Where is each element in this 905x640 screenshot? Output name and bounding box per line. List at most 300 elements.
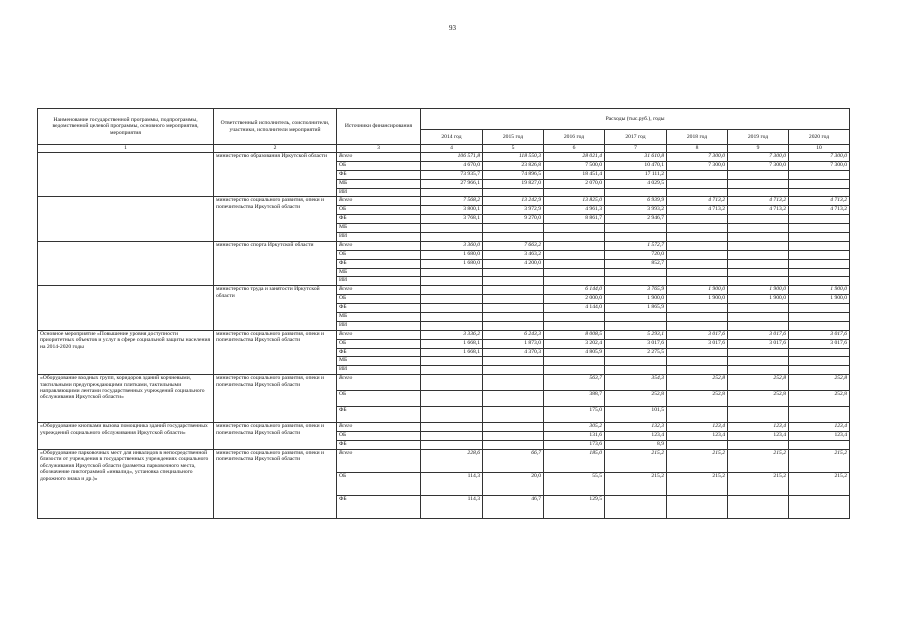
amount-cell: [544, 250, 605, 259]
amount-cell: 215,2: [667, 472, 728, 495]
amount-cell: [728, 304, 789, 313]
amount-cell: [421, 321, 483, 330]
amount-cell: [483, 277, 544, 286]
column-number: 2: [214, 145, 337, 153]
amount-cell: 1 900,0: [667, 286, 728, 295]
amount-cell: 252,8: [728, 375, 789, 391]
amount-cell: [421, 277, 483, 286]
amount-cell: 3 463,2: [483, 250, 544, 259]
responsible-cell: министерство социального развития, опеки и попечительства Иркутской области: [214, 449, 337, 518]
amount-cell: [544, 268, 605, 277]
responsible-cell: министерство социального развития, опеки и попечительства Иркутской области: [214, 197, 337, 241]
amount-cell: 3 017,6: [667, 339, 728, 348]
program-name-cell: [38, 286, 214, 330]
amount-cell: [483, 268, 544, 277]
amount-cell: [667, 313, 728, 322]
funding-source-cell: ФБ: [337, 441, 421, 450]
amount-cell: 17 111,2: [605, 170, 667, 179]
funding-source-cell: МБ: [337, 224, 421, 233]
funding-source-cell: ФБ: [337, 259, 421, 268]
amount-cell: [789, 233, 850, 242]
funding-source-cell: Всего: [337, 449, 421, 472]
amount-cell: 4 713,2: [667, 197, 728, 206]
amount-cell: [605, 277, 667, 286]
amount-cell: [728, 348, 789, 357]
amount-cell: [421, 286, 483, 295]
column-number: 1: [38, 145, 214, 153]
table-row: [38, 197, 850, 206]
amount-cell: [483, 321, 544, 330]
amount-cell: [421, 423, 483, 432]
table-row: [38, 153, 850, 162]
program-name-cell: «Оборудование входных групп, коридоров зданий корчневыми, тактильными предупреждающими плитками, тактильными направляющими лентами государственных учреждений социального обслуживания Иркутской области»: [38, 375, 214, 423]
funding-source-cell: ОБ: [337, 432, 421, 441]
funding-source-cell: ФБ: [337, 170, 421, 179]
amount-cell: 3 336,2: [421, 330, 483, 339]
amount-cell: 3 017,6: [667, 330, 728, 339]
amount-cell: [789, 224, 850, 233]
amount-cell: [789, 366, 850, 375]
amount-cell: 3 202,4: [544, 339, 605, 348]
amount-cell: [544, 188, 605, 197]
amount-cell: 852,7: [605, 259, 667, 268]
amount-cell: [483, 233, 544, 242]
amount-cell: 114,3: [421, 495, 483, 518]
funding-source-cell: Всего: [337, 423, 421, 432]
responsible-cell: министерство социального развития, опеки и попечительства Иркутской области: [214, 375, 337, 423]
amount-cell: 66,7: [483, 449, 544, 472]
header-year: 2020 год: [789, 130, 850, 145]
funding-source-cell: ИИ: [337, 321, 421, 330]
amount-cell: [483, 441, 544, 450]
funding-source-cell: Всего: [337, 241, 421, 250]
amount-cell: 215,2: [605, 449, 667, 472]
column-number: 9: [728, 145, 789, 153]
amount-cell: [789, 495, 850, 518]
amount-cell: [667, 357, 728, 366]
amount-cell: [728, 495, 789, 518]
amount-cell: [789, 268, 850, 277]
amount-cell: [544, 321, 605, 330]
amount-cell: [728, 259, 789, 268]
amount-cell: [544, 357, 605, 366]
amount-cell: 123,4: [667, 432, 728, 441]
amount-cell: 13 825,0: [544, 197, 605, 206]
amount-cell: [789, 321, 850, 330]
amount-cell: 173,6: [544, 441, 605, 450]
amount-cell: [421, 441, 483, 450]
funding-source-cell: Всего: [337, 375, 421, 391]
amount-cell: 1 900,0: [605, 295, 667, 304]
amount-cell: 185,0: [544, 449, 605, 472]
header-responsible: Ответственный исполнитель, соисполнители, участники, исполнители мероприятий: [214, 109, 337, 145]
amount-cell: 123,4: [667, 423, 728, 432]
amount-cell: [421, 268, 483, 277]
amount-cell: [667, 321, 728, 330]
amount-cell: [667, 259, 728, 268]
funding-source-cell: ОБ: [337, 295, 421, 304]
column-number: 5: [483, 145, 544, 153]
amount-cell: [789, 313, 850, 322]
amount-cell: [728, 441, 789, 450]
amount-cell: 6 939,9: [605, 197, 667, 206]
amount-cell: [421, 375, 483, 391]
amount-cell: [789, 348, 850, 357]
amount-cell: [605, 321, 667, 330]
amount-cell: 46,7: [483, 495, 544, 518]
amount-cell: 23 826,8: [483, 161, 544, 170]
funding-source-cell: ОБ: [337, 391, 421, 407]
amount-cell: [483, 286, 544, 295]
header-year: 2014 год: [421, 130, 483, 145]
table-body: [38, 153, 850, 519]
responsible-cell: министерство спорта Иркутской области: [214, 241, 337, 285]
funding-source-cell: ОБ: [337, 206, 421, 215]
table-row: [38, 375, 850, 391]
amount-cell: [483, 304, 544, 313]
amount-cell: 1 668,1: [421, 348, 483, 357]
amount-cell: 123,4: [728, 432, 789, 441]
funding-source-cell: ОБ: [337, 250, 421, 259]
amount-cell: [544, 313, 605, 322]
amount-cell: [789, 441, 850, 450]
amount-cell: 4 713,2: [789, 197, 850, 206]
amount-cell: 3 017,6: [789, 330, 850, 339]
amount-cell: 4 713,2: [728, 206, 789, 215]
amount-cell: [789, 188, 850, 197]
header-year: 2016 год: [544, 130, 605, 145]
amount-cell: [421, 233, 483, 242]
amount-cell: [728, 268, 789, 277]
column-number: 4: [421, 145, 483, 153]
amount-cell: 2 070,0: [544, 179, 605, 188]
amount-cell: [544, 259, 605, 268]
amount-cell: [421, 188, 483, 197]
responsible-cell: министерство труда и занятости Иркутской области: [214, 286, 337, 330]
amount-cell: 106 571,8: [421, 153, 483, 162]
funding-source-cell: ОБ: [337, 161, 421, 170]
amount-cell: [667, 224, 728, 233]
funding-source-cell: Всего: [337, 153, 421, 162]
responsible-cell: министерство образования Иркутской области: [214, 153, 337, 197]
amount-cell: 4 805,9: [544, 348, 605, 357]
header-year: 2017 год: [605, 130, 667, 145]
funding-source-cell: ИИ: [337, 188, 421, 197]
amount-cell: 3 993,2: [605, 206, 667, 215]
amount-cell: [605, 188, 667, 197]
amount-cell: [483, 432, 544, 441]
amount-cell: 74 896,5: [483, 170, 544, 179]
amount-cell: 3 765,9: [605, 286, 667, 295]
table-row: [38, 449, 850, 472]
amount-cell: 3 768,1: [421, 215, 483, 224]
amount-cell: 215,2: [605, 472, 667, 495]
header-expenses: Расходы (тыс.руб.), годы: [421, 109, 850, 130]
amount-cell: [789, 241, 850, 250]
amount-cell: [421, 366, 483, 375]
amount-cell: [789, 277, 850, 286]
amount-cell: 3 017,6: [605, 339, 667, 348]
amount-cell: [544, 224, 605, 233]
amount-cell: 31 610,8: [605, 153, 667, 162]
amount-cell: [421, 407, 483, 423]
amount-cell: 252,8: [728, 391, 789, 407]
amount-cell: [483, 357, 544, 366]
amount-cell: [728, 233, 789, 242]
amount-cell: [728, 250, 789, 259]
funding-source-cell: ОБ: [337, 472, 421, 495]
amount-cell: 3 017,6: [789, 339, 850, 348]
amount-cell: [667, 277, 728, 286]
amount-cell: 73 935,7: [421, 170, 483, 179]
amount-cell: [421, 313, 483, 322]
amount-cell: 563,7: [544, 375, 605, 391]
funding-source-cell: МБ: [337, 268, 421, 277]
amount-cell: 388,7: [544, 391, 605, 407]
amount-cell: [421, 357, 483, 366]
amount-cell: 1 900,0: [728, 286, 789, 295]
amount-cell: 3 017,6: [728, 330, 789, 339]
amount-cell: [421, 391, 483, 407]
amount-cell: 55,5: [544, 472, 605, 495]
amount-cell: [483, 188, 544, 197]
amount-cell: 131,6: [544, 432, 605, 441]
amount-cell: [421, 224, 483, 233]
amount-cell: 5 293,1: [605, 330, 667, 339]
amount-cell: 215,2: [789, 472, 850, 495]
responsible-cell: министерство социального развития, опеки и попечительства Иркутской области: [214, 330, 337, 374]
amount-cell: 4 370,3: [483, 348, 544, 357]
amount-cell: [421, 295, 483, 304]
amount-cell: 123,4: [728, 423, 789, 432]
amount-cell: 101,5: [605, 407, 667, 423]
funding-source-cell: ОБ: [337, 339, 421, 348]
amount-cell: 4 200,0: [483, 259, 544, 268]
program-name-cell: «Оборудование парковочных мест для инвалидов в непосредственной близости от учреждения в государственных учреждениях социального обслуживания Иркутской области (разметка парковочного места, обозначение пиктограммой «инвалид», установка специального дорожного знака и др.)»: [38, 449, 214, 518]
amount-cell: 1 900,0: [789, 295, 850, 304]
header-year: 2015 год: [483, 130, 544, 145]
amount-cell: 7 568,2: [421, 197, 483, 206]
amount-cell: [483, 375, 544, 391]
amount-cell: 129,5: [544, 495, 605, 518]
amount-cell: [483, 366, 544, 375]
amount-cell: 1 572,7: [605, 241, 667, 250]
amount-cell: 1 680,0: [421, 259, 483, 268]
program-name-cell: [38, 197, 214, 241]
amount-cell: 228,6: [421, 449, 483, 472]
amount-cell: 10 470,1: [605, 161, 667, 170]
funding-source-cell: ФБ: [337, 407, 421, 423]
amount-cell: [728, 313, 789, 322]
amount-cell: [667, 188, 728, 197]
funding-source-cell: ФБ: [337, 348, 421, 357]
amount-cell: 7 300,0: [789, 161, 850, 170]
amount-cell: [728, 321, 789, 330]
amount-cell: [544, 366, 605, 375]
column-number: 10: [789, 145, 850, 153]
amount-cell: [421, 304, 483, 313]
funding-source-cell: ФБ: [337, 304, 421, 313]
page-number: 93: [449, 24, 456, 32]
amount-cell: [483, 407, 544, 423]
amount-cell: [483, 224, 544, 233]
amount-cell: 8 008,5: [544, 330, 605, 339]
amount-cell: 4 713,2: [789, 206, 850, 215]
amount-cell: 123,4: [789, 432, 850, 441]
amount-cell: 3 360,0: [421, 241, 483, 250]
amount-cell: 2 946,7: [605, 215, 667, 224]
amount-cell: 7 500,0: [544, 161, 605, 170]
amount-cell: 28 021,4: [544, 153, 605, 162]
amount-cell: 4 670,0: [421, 161, 483, 170]
amount-cell: [544, 233, 605, 242]
column-number: 6: [544, 145, 605, 153]
amount-cell: 354,3: [605, 375, 667, 391]
amount-cell: 7 300,0: [728, 161, 789, 170]
funding-source-cell: МБ: [337, 313, 421, 322]
column-number: 8: [667, 145, 728, 153]
amount-cell: 7 300,0: [728, 153, 789, 162]
table-row: [38, 423, 850, 432]
amount-cell: [789, 259, 850, 268]
amount-cell: 1 680,0: [421, 250, 483, 259]
amount-cell: 7 663,2: [483, 241, 544, 250]
amount-cell: [483, 295, 544, 304]
program-name-cell: Основное мероприятие «Повышение уровня доступности приоритетных объектов и услуг в сфере социальной защиты населения на 2014-2020 годы: [38, 330, 214, 374]
funding-source-cell: Всего: [337, 330, 421, 339]
amount-cell: [789, 407, 850, 423]
amount-cell: [667, 366, 728, 375]
amount-cell: [667, 179, 728, 188]
funding-source-cell: ИИ: [337, 366, 421, 375]
funding-source-cell: Всего: [337, 286, 421, 295]
header-funding-source: Источники финансирования: [337, 109, 421, 145]
table-row: [38, 241, 850, 250]
amount-cell: [789, 250, 850, 259]
amount-cell: 19 827,0: [483, 179, 544, 188]
amount-cell: 1 865,9: [605, 304, 667, 313]
amount-cell: 123,4: [605, 432, 667, 441]
amount-cell: 1 900,0: [789, 286, 850, 295]
amount-cell: 7 300,0: [789, 153, 850, 162]
header-year: 2018 год: [667, 130, 728, 145]
amount-cell: 215,2: [728, 472, 789, 495]
amount-cell: 114,3: [421, 472, 483, 495]
amount-cell: [789, 179, 850, 188]
amount-cell: 13 242,9: [483, 197, 544, 206]
amount-cell: 123,4: [789, 423, 850, 432]
amount-cell: 1 900,0: [728, 295, 789, 304]
amount-cell: 2 275,5: [605, 348, 667, 357]
amount-cell: 4 029,5: [605, 179, 667, 188]
column-number: 3: [337, 145, 421, 153]
amount-cell: 175,0: [544, 407, 605, 423]
amount-cell: [605, 233, 667, 242]
amount-cell: [667, 241, 728, 250]
amount-cell: [483, 423, 544, 432]
amount-cell: [789, 357, 850, 366]
amount-cell: 2 000,0: [544, 295, 605, 304]
amount-cell: 252,8: [667, 375, 728, 391]
amount-cell: 8 861,7: [544, 215, 605, 224]
amount-cell: [789, 170, 850, 179]
amount-cell: 8,9: [605, 441, 667, 450]
amount-cell: [544, 277, 605, 286]
amount-cell: [605, 268, 667, 277]
amount-cell: 4 144,0: [544, 304, 605, 313]
amount-cell: [667, 407, 728, 423]
program-name-cell: [38, 241, 214, 285]
amount-cell: 27 966,1: [421, 179, 483, 188]
amount-cell: 9 270,0: [483, 215, 544, 224]
funding-source-cell: МБ: [337, 357, 421, 366]
amount-cell: 1 668,1: [421, 339, 483, 348]
amount-cell: 3 972,9: [483, 206, 544, 215]
amount-cell: [728, 407, 789, 423]
amount-cell: 3 800,1: [421, 206, 483, 215]
table-row: [38, 286, 850, 295]
amount-cell: [728, 366, 789, 375]
amount-cell: [544, 241, 605, 250]
amount-cell: 1 873,0: [483, 339, 544, 348]
amount-cell: [728, 188, 789, 197]
amount-cell: 215,2: [667, 449, 728, 472]
header-program-name: Наименование государственной программы, подпрограммы, ведомственной целевой программы, основного мероприятия, мероприятия: [38, 109, 214, 145]
amount-cell: [483, 391, 544, 407]
amount-cell: 6 243,3: [483, 330, 544, 339]
amount-cell: [667, 233, 728, 242]
amount-cell: [605, 357, 667, 366]
amount-cell: [728, 179, 789, 188]
amount-cell: [728, 224, 789, 233]
amount-cell: 20,0: [483, 472, 544, 495]
amount-cell: 215,2: [728, 449, 789, 472]
amount-cell: 305,2: [544, 423, 605, 432]
funding-source-cell: ФБ: [337, 495, 421, 518]
amount-cell: [667, 495, 728, 518]
amount-cell: [789, 304, 850, 313]
amount-cell: 118 550,3: [483, 153, 544, 162]
funding-source-cell: ИИ: [337, 233, 421, 242]
header-year: 2019 год: [728, 130, 789, 145]
amount-cell: 252,8: [789, 375, 850, 391]
funding-source-cell: ФБ: [337, 215, 421, 224]
amount-cell: [728, 170, 789, 179]
funding-source-cell: ИИ: [337, 277, 421, 286]
amount-cell: 7 300,0: [667, 161, 728, 170]
funding-source-cell: МБ: [337, 179, 421, 188]
amount-cell: 215,2: [789, 449, 850, 472]
amount-cell: [667, 304, 728, 313]
amount-cell: [605, 366, 667, 375]
funding-source-cell: Всего: [337, 197, 421, 206]
amount-cell: [728, 357, 789, 366]
amount-cell: [789, 215, 850, 224]
amount-cell: 132,3: [605, 423, 667, 432]
amount-cell: [728, 241, 789, 250]
amount-cell: 18 451,4: [544, 170, 605, 179]
amount-cell: [667, 348, 728, 357]
amount-cell: [728, 277, 789, 286]
amount-cell: [667, 268, 728, 277]
amount-cell: 4 961,3: [544, 206, 605, 215]
amount-cell: 6 144,0: [544, 286, 605, 295]
amount-cell: 720,0: [605, 250, 667, 259]
amount-cell: [605, 495, 667, 518]
amount-cell: [667, 170, 728, 179]
amount-cell: 4 713,2: [667, 206, 728, 215]
amount-cell: [728, 215, 789, 224]
